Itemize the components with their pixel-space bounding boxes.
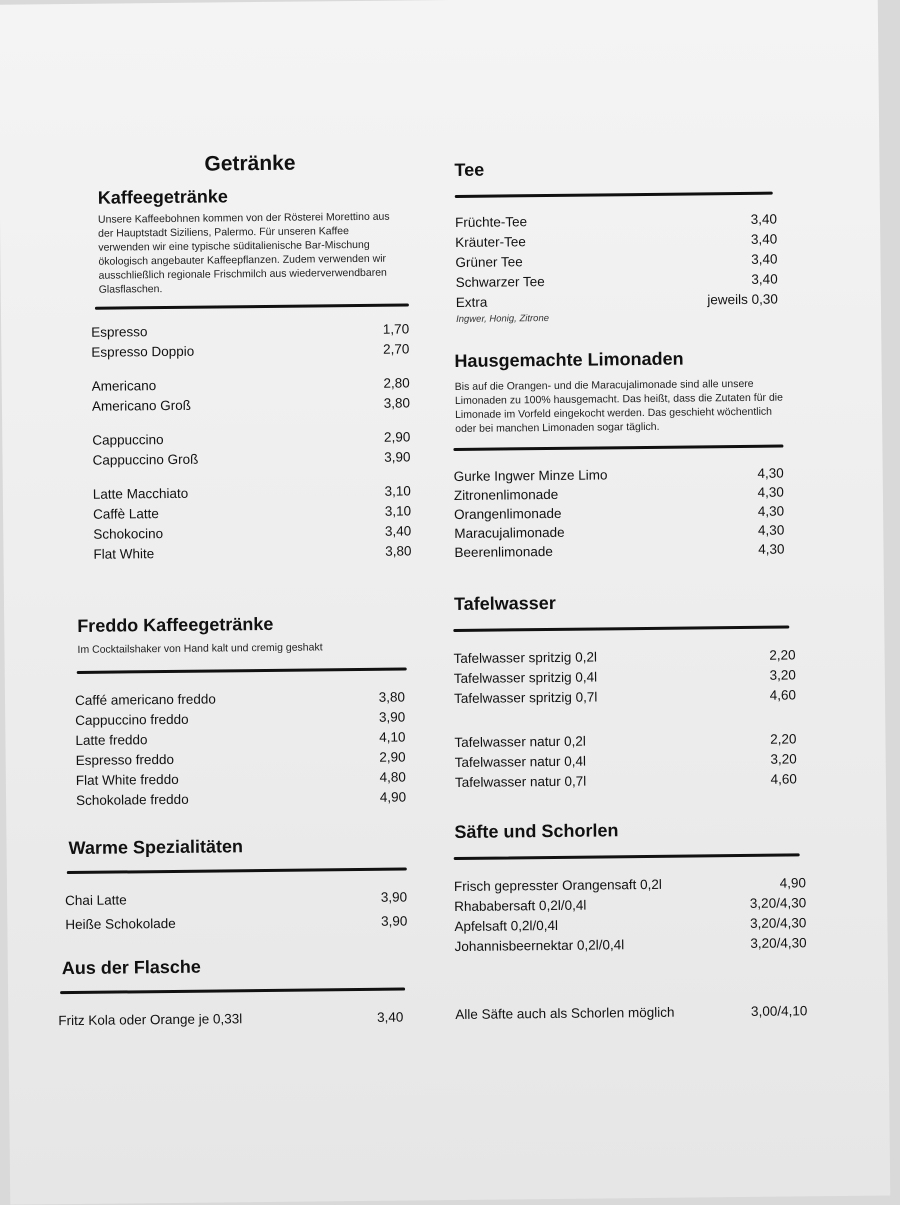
saefte-list bbox=[454, 872, 808, 1024]
item-name: Kräuter-Tee bbox=[455, 233, 526, 250]
item-name: Tafelwasser natur 0,4l bbox=[454, 753, 587, 770]
item-price: 3,20/4,30 bbox=[749, 894, 807, 911]
schorlen-note-row bbox=[455, 1000, 807, 1024]
warm-heading: Warme Spezialitäten bbox=[68, 836, 244, 859]
item-name: Schwarzer Tee bbox=[455, 273, 545, 290]
item-name: Americano Groß bbox=[91, 397, 192, 414]
item-price: 3,40 bbox=[751, 271, 778, 287]
divider bbox=[454, 853, 800, 860]
item-price: 3,80 bbox=[378, 689, 406, 705]
divider bbox=[453, 625, 789, 632]
warm-list bbox=[65, 885, 407, 937]
item-price: 4,90 bbox=[779, 874, 807, 891]
item-price: 2,80 bbox=[383, 374, 410, 391]
flasche-section bbox=[62, 954, 420, 979]
kaffee-heading: Kaffeegetränke bbox=[97, 186, 228, 208]
item-price: 4,30 bbox=[757, 522, 785, 538]
item-price: 4,60 bbox=[770, 770, 797, 787]
right-column bbox=[444, 156, 813, 1024]
item-name: Beerenlimonade bbox=[454, 543, 553, 560]
item-price: 3,10 bbox=[384, 482, 411, 499]
tee-heading: Tee bbox=[454, 159, 485, 180]
limo-heading: Hausgemachte Limonaden bbox=[454, 348, 684, 371]
item-name: Tafelwasser natur 0,7l bbox=[454, 773, 587, 790]
item-price: 3,90 bbox=[380, 913, 408, 929]
freddo-description: Im Cocktailshaker von Hand kalt und cremig geshakt bbox=[77, 641, 323, 656]
item-price: 3,40 bbox=[750, 211, 778, 227]
item-price: 4,30 bbox=[757, 465, 784, 481]
item-name: Tafelwasser spritzig 0,7l bbox=[453, 689, 598, 706]
item-name: Rhababersaft 0,2l/0,4l bbox=[454, 897, 587, 914]
item-price: 3,80 bbox=[383, 394, 411, 411]
menu-item bbox=[65, 885, 407, 913]
item-name: Tafelwasser spritzig 0,4l bbox=[453, 669, 598, 686]
tee-section bbox=[454, 156, 804, 181]
item-name: Schokolade freddo bbox=[75, 791, 189, 808]
kaffee-description: Unsere Kaffeebohnen kommen von der Rösterei Morettino aus der Hauptstadt Siziliens, Palermo. Für unseren Kaffee verwenden wir eine typische süditalienische Bar-Mischung ökologisch angebauter Kaffeepflanzen. Zudem verwenden wir ausschließlich regionale Frischmilch aus wiederverwendbaren Glasflaschen. bbox=[97, 210, 390, 296]
item-name: Chai Latte bbox=[65, 891, 127, 908]
item-price: 3,00/4,10 bbox=[750, 1002, 808, 1019]
item-name: Früchte-Tee bbox=[454, 213, 528, 230]
item-price: 3,40 bbox=[377, 1009, 404, 1025]
limo-section bbox=[454, 348, 785, 436]
item-name: Extra bbox=[455, 294, 488, 310]
limo-list bbox=[454, 464, 785, 562]
menu-item bbox=[65, 909, 407, 937]
item-price: 1,70 bbox=[382, 320, 410, 337]
item-price: 2,90 bbox=[379, 749, 406, 765]
divider bbox=[67, 868, 407, 875]
item-name: Cappuccino bbox=[92, 431, 164, 448]
freddo-list bbox=[75, 687, 406, 810]
item-name: Espresso Doppio bbox=[91, 343, 195, 360]
divider bbox=[77, 667, 407, 673]
item-price: 4,30 bbox=[757, 503, 785, 519]
item-name: Orangenlimonade bbox=[454, 505, 562, 522]
item-price: 4,30 bbox=[758, 541, 785, 557]
left-column bbox=[39, 150, 420, 1030]
flasche-list bbox=[58, 1007, 403, 1031]
item-name: Maracujalimonade bbox=[454, 524, 565, 541]
divider bbox=[60, 988, 405, 995]
item-price: jeweils 0,30 bbox=[707, 291, 778, 307]
saefte-heading: Säfte und Schorlen bbox=[454, 820, 619, 843]
item-name: Flat White bbox=[93, 545, 155, 562]
item-price: 4,90 bbox=[379, 789, 407, 805]
item-name: Alle Säfte auch als Schorlen möglich bbox=[455, 1004, 675, 1022]
item-name: Espresso freddo bbox=[75, 751, 175, 768]
menu-item bbox=[58, 1007, 403, 1031]
menu-item bbox=[76, 787, 406, 810]
warm-section bbox=[68, 834, 418, 859]
item-name: Americano bbox=[91, 377, 157, 394]
page-title: Getränke bbox=[204, 151, 296, 176]
item-price: 4,10 bbox=[379, 729, 406, 745]
kaffee-list bbox=[91, 318, 412, 563]
item-name: Tafelwasser natur 0,2l bbox=[454, 733, 586, 750]
item-name: Zitronenlimonade bbox=[453, 486, 559, 503]
wasser-section bbox=[454, 590, 809, 615]
divider bbox=[95, 303, 409, 309]
item-price: 3,10 bbox=[384, 502, 412, 519]
saefte-section bbox=[454, 818, 811, 843]
divider bbox=[453, 445, 783, 451]
item-name: Latte Macchiato bbox=[92, 485, 189, 502]
freddo-heading: Freddo Kaffeegetränke bbox=[77, 613, 274, 636]
wasser-list bbox=[454, 644, 797, 792]
item-name: Caffé americano freddo bbox=[74, 690, 216, 708]
item-price: 3,90 bbox=[384, 448, 411, 465]
item-name: Johannisbeernektar 0,2l/0,4l bbox=[454, 936, 625, 954]
item-name: Fritz Kola oder Orange je 0,33l bbox=[58, 1010, 243, 1028]
item-name: Schokocino bbox=[93, 525, 164, 542]
item-price: 4,30 bbox=[757, 484, 784, 500]
item-price: 3,80 bbox=[385, 542, 412, 559]
limo-description: Bis auf die Orangen- und die Maracujalimonade sind alle unsere Limonaden zu 100% hausgemacht. Das heißt, dass die Zutaten für die Limonade im Vorfeld eingekocht werden. Das geschieht wöchentlich oder bei manchen Limonaden sogar täglich. bbox=[454, 377, 783, 435]
flasche-heading: Aus der Flasche bbox=[61, 956, 201, 979]
item-price: 2,70 bbox=[383, 340, 410, 357]
item-name: Espresso bbox=[91, 323, 148, 340]
item-price: 3,20 bbox=[769, 666, 796, 683]
item-name: Heiße Schokolade bbox=[65, 915, 176, 932]
item-name: Grüner Tee bbox=[455, 253, 523, 270]
item-name: Latte freddo bbox=[75, 731, 148, 748]
item-price: 4,80 bbox=[379, 769, 406, 785]
item-price: 2,20 bbox=[769, 646, 796, 663]
item-price: 3,40 bbox=[384, 522, 412, 539]
item-name: Cappuccino freddo bbox=[75, 711, 189, 728]
item-price: 3,40 bbox=[751, 251, 778, 267]
item-price: 2,20 bbox=[770, 730, 797, 747]
item-name: Gurke Ingwer Minze Limo bbox=[453, 467, 608, 484]
item-name: Tafelwasser spritzig 0,2l bbox=[453, 649, 597, 666]
item-price: 3,90 bbox=[380, 889, 408, 905]
menu-item bbox=[454, 540, 784, 562]
item-name: Flat White freddo bbox=[75, 771, 179, 788]
tee-extra-note: Ingwer, Honig, Zitrone bbox=[456, 312, 550, 325]
item-name: Cappuccino Groß bbox=[92, 451, 199, 468]
item-price: 3,40 bbox=[750, 231, 778, 247]
item-name: Apfelsaft 0,2l/0,4l bbox=[454, 917, 559, 934]
item-price: 3,20/4,30 bbox=[750, 914, 807, 931]
item-price: 4,60 bbox=[769, 686, 797, 703]
item-price: 3,20/4,30 bbox=[750, 934, 807, 951]
wasser-heading: Tafelwasser bbox=[453, 592, 556, 614]
menu-item bbox=[93, 540, 411, 563]
menu-item bbox=[456, 289, 778, 312]
kaffee-section bbox=[98, 185, 399, 297]
item-name: Frisch gepresster Orangensaft 0,2l bbox=[453, 876, 662, 894]
item-name: Caffè Latte bbox=[92, 505, 159, 522]
item-price: 3,20 bbox=[770, 750, 797, 767]
item-price: 2,90 bbox=[383, 428, 411, 445]
item-price: 3,90 bbox=[378, 709, 406, 725]
freddo-section bbox=[77, 612, 407, 656]
menu-item bbox=[455, 768, 797, 792]
divider bbox=[455, 192, 773, 198]
tee-list bbox=[455, 209, 778, 325]
